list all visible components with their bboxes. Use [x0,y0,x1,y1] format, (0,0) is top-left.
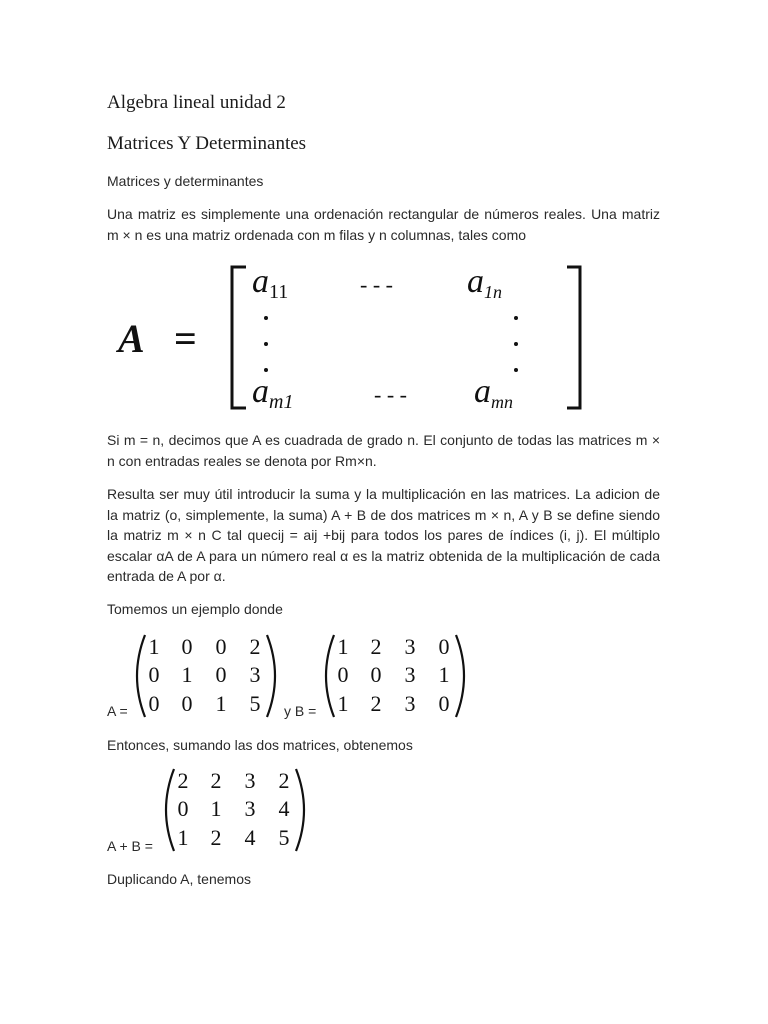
matrix-b-right-paren [456,635,464,717]
matrix-sum-cell: 2 [210,768,222,793]
entry-am1: am1 [252,373,294,413]
matrix-a-cell: 0 [148,662,160,687]
entry-amn: amn [474,373,513,412]
matrix-sum-cell: 3 [244,768,256,793]
matrix-b-cell: 1 [337,691,349,716]
matrix-b-cell: 3 [404,691,416,716]
matrix-b-cell: 0 [337,662,349,687]
label-matrix-a: A = [107,703,128,719]
paragraph-intro: Matrices y determinantes [107,173,264,189]
matrix-sum-right-paren [296,769,304,851]
matrix-a-cell: 3 [249,662,261,687]
matrix-a-cell: 1 [215,691,227,716]
matrix-b-cell: 2 [370,691,382,716]
matrix-b-cell: 2 [370,634,382,659]
matrix-a-cell: 0 [215,662,227,687]
dots-bottom: - - - [374,382,407,407]
matrix-b-cell: 1 [438,662,450,687]
right-bracket [567,267,580,408]
matrix-sum-cell: 0 [177,796,189,821]
matrix-sum-cell: 4 [244,825,256,850]
matrix-sum-cell: 1 [210,796,222,821]
paragraph-sum: Resulta ser muy útil introducir la suma y la multiplicación en las matrices. La adicion de la matriz (o, simplemente, la suma) A + B de dos matrices m × n, A y B se define siendo la matriz m × n C tal quecij = aij +bij para todos los pares de índices (i, j). El múltiplo escalar αA de A para un número real α es la matriz obtenida de la multiplicación de cada entrada de A por α. [107,486,660,584]
matrix-b-cell: 0 [370,662,382,687]
paragraph-example: Tomemos un ejemplo donde [107,601,283,617]
matrix-b-cell: 3 [404,662,416,687]
matrix-a-cell: 5 [249,691,261,716]
matrix-sum-cell: 5 [278,825,290,850]
matrix-a-figure [131,632,281,720]
entry-a11: a11 [252,263,289,303]
matrix-a-cell: 0 [181,634,193,659]
matrix-sum-cell: 2 [278,768,290,793]
matrix-a-cell: 0 [181,691,193,716]
matrix-a-left-paren [137,635,145,717]
matrix-a-cell: 2 [249,634,261,659]
label-matrix-b: y B = [284,703,317,719]
matrix-b-figure [320,632,470,720]
matrix-sum-cell: 4 [278,796,290,821]
paragraph-duplicate: Duplicando A, tenemos [107,871,251,887]
matrix-b-cell: 0 [438,634,450,659]
equals-sign: = [174,316,197,361]
paragraph-definition: Una matriz es simplemente una ordenación rectangular de números reales. Una matriz m × n es una matriz ordenada con m filas y n columnas, tales como [107,206,660,243]
general-matrix-figure [112,262,592,414]
paragraph-then: Entonces, sumando las dos matrices, obtenemos [107,737,413,753]
matrix-a-cell: 1 [181,662,193,687]
left-bracket [232,267,246,408]
matrix-lhs-label: A [118,316,145,361]
matrix-sum-cell: 2 [210,825,222,850]
matrix-a-cell: 1 [148,634,160,659]
matrix-sum-left-paren [166,769,174,851]
matrix-sum-cell: 1 [177,825,189,850]
section-heading: Matrices Y Determinantes [107,133,307,154]
matrix-sum-cell: 3 [244,796,256,821]
dots-top: - - - [360,272,393,297]
matrix-b-cell: 3 [404,634,416,659]
label-matrix-sum: A + B = [107,838,153,854]
matrix-a-right-paren [267,635,275,717]
paragraph-square: Si m = n, decimos que A es cuadrada de grado n. El conjunto de todas las matrices m × n con entradas reales se denota por Rm×n. [107,432,660,469]
matrix-sum-figure [160,766,310,854]
matrix-sum-cell: 2 [177,768,189,793]
matrix-b-cell: 0 [438,691,450,716]
matrix-a-cell: 0 [148,691,160,716]
entry-a1n: a1n [467,263,502,302]
matrix-b-left-paren [326,635,334,717]
page-title: Algebra lineal unidad 2 [107,92,286,113]
matrix-b-cell: 1 [337,634,349,659]
matrix-a-cell: 0 [215,634,227,659]
